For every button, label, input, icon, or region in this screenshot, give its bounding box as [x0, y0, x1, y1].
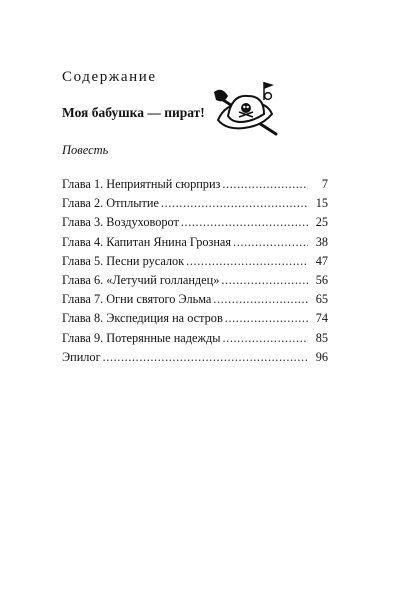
dot-leader: [181, 213, 308, 232]
toc-entry: [62, 290, 328, 309]
toc-entry-title: Глава 6. «Летучий голландец»: [62, 272, 220, 287]
dot-leader: [222, 329, 308, 348]
toc-entry-title: Глава 7. Огни святого Эльма: [62, 292, 212, 307]
dot-leader: [225, 309, 308, 328]
toc-entry-page: 56: [315, 272, 328, 287]
toc-entry: [62, 309, 328, 328]
dot-leader: [186, 252, 308, 271]
toc-entry-title: Глава 2. Отплытие: [62, 196, 159, 211]
dot-leader: [233, 233, 308, 252]
toc-entry-title: Эпилог: [62, 349, 101, 364]
toc-entry-page: 74: [315, 311, 328, 326]
toc-entry-page: 47: [315, 253, 328, 268]
toc-entry-page: 85: [315, 330, 328, 345]
toc-entry-title: Глава 9. Потерянные надежды: [62, 330, 221, 345]
book-title: Моя бабушка — пират!: [62, 105, 205, 120]
toc-entry: [62, 175, 328, 194]
toc-entry-page: 25: [315, 215, 328, 230]
toc-entry-title: Глава 4. Капитан Янина Грозная: [62, 234, 232, 249]
toc-entry: [62, 233, 328, 252]
toc-entry-page: 65: [315, 292, 328, 307]
contents-heading: Содержание: [62, 69, 157, 85]
table-of-contents: [62, 175, 328, 367]
toc-entry: [62, 213, 328, 232]
toc-entry: [62, 252, 328, 271]
dot-leader: [103, 348, 308, 367]
toc-entry-title: Глава 1. Неприятный сюрприз: [62, 177, 221, 191]
toc-entry-title: Глава 3. Воздуховорот: [62, 215, 179, 230]
pirate-hat-and-oar-icon: [212, 76, 282, 138]
book-genre: Повесть: [62, 143, 109, 157]
toc-entry-title: Глава 5. Песни русалок: [62, 253, 185, 268]
toc-entry: [62, 329, 328, 348]
toc-entry-page: 7: [321, 177, 328, 191]
toc-entry-page: 96: [315, 349, 328, 364]
toc-entry-page: 15: [315, 196, 328, 211]
toc-entry: [62, 348, 328, 367]
dot-leader: [213, 290, 308, 309]
toc-entry-title: Глава 8. Экспедиция на остров: [62, 311, 223, 326]
toc-entry: [62, 271, 328, 290]
dot-leader: [161, 194, 308, 213]
toc-entry-page: 38: [315, 234, 328, 249]
dot-leader: [221, 271, 308, 290]
dot-leader: [222, 175, 308, 194]
toc-entry: [62, 194, 328, 213]
